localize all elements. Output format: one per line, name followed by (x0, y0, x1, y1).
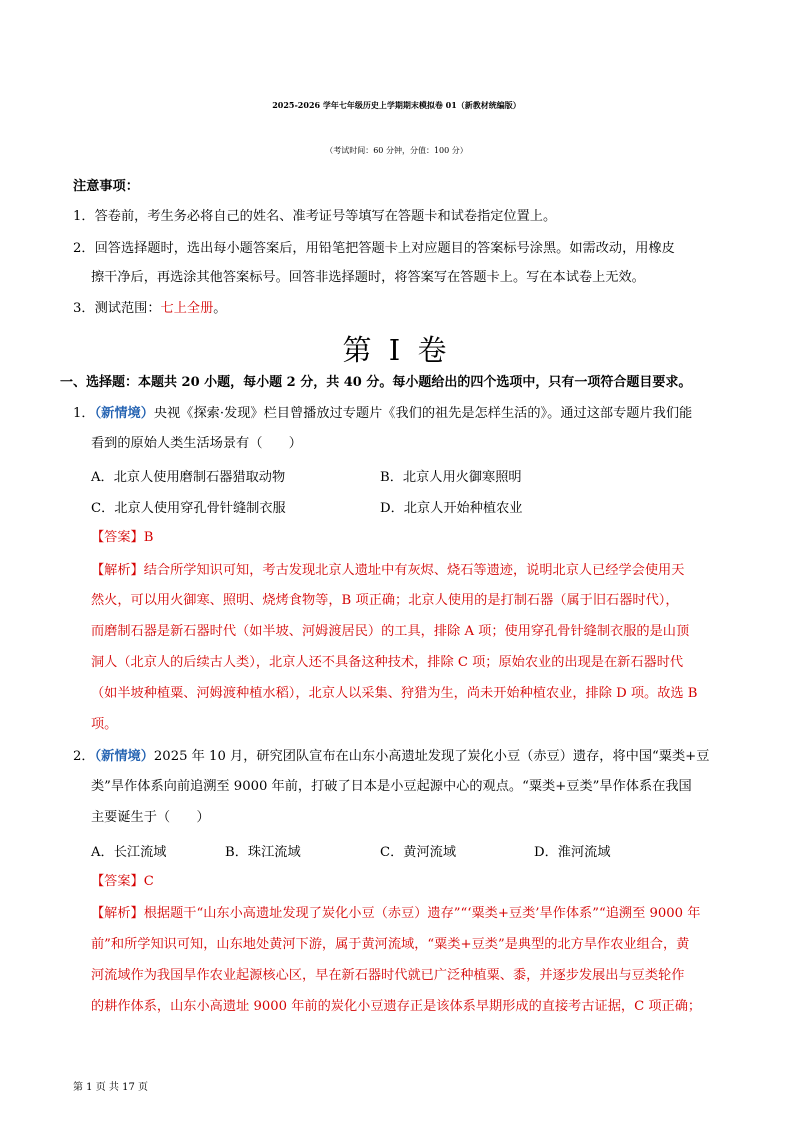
question-1-option-c[interactable]: C．北京人使用穿孔骨针缝制衣服 (91, 501, 286, 516)
notice-item-2-cont: 擦干净后，再选涂其他答案标号。回答非选择题时，将答案写在答题卡上。写在本试卷上无效。 (91, 270, 645, 285)
question-1-line-1 (73, 404, 692, 424)
question-1-stem-1: 央视《探索·发现》栏目曾播放过专题片《我们的祖先是怎样生活的》。通过这部专题片我们能 (153, 406, 693, 421)
notice-heading: 注意事项： (73, 179, 139, 194)
question-2-option-b[interactable]: B．珠江流域 (225, 845, 301, 860)
question-1-analysis-2: 然火，可以用火御寒、照明、烧烤食物等，B 项正确；北京人使用的是打制石器（属于旧石器时代）， (91, 593, 679, 608)
question-1-number: 1． (73, 406, 95, 421)
section-instruction: 一、选择题：本题共 20 小题，每小题 2 分，共 40 分。每小题给出的四个选项中，只有一项符合题目要求。 (60, 375, 692, 390)
volume-heading: 第 I 卷 (342, 333, 451, 367)
question-2-number: 2． (73, 749, 95, 764)
question-1-tag: （新情境） (94, 406, 154, 421)
question-1-analysis-4: 洞人（北京人的后续古人类），北京人还不具备这种技术，排除 C 项；原始农业的出现是在新石器时代 (91, 655, 684, 670)
notice-item-1: 1．答卷前，考生务必将自己的姓名、准考证号等填写在答题卡和试卷指定位置上。 (73, 209, 557, 224)
question-2-stem-1: 2025 年 10 月，研究团队宣布在山东小高遗址发现了炭化小豆（赤豆）遗存，将中国“粟类+豆 (153, 749, 710, 764)
question-2-analysis-2: 前”和所学知识可知，山东地处黄河下游，属于黄河流域，“粟类+豆类”是典型的北方旱作农业组合，黄 (91, 937, 690, 952)
question-2-analysis-4: 的耕作体系，山东小高遗址 9000 年前的炭化小豆遗存正是该体系早期形成的直接考古证据，C 项正确； (91, 999, 702, 1014)
question-1-analysis-label: 【解析】 (91, 563, 144, 578)
question-1-answer: 【答案】B (91, 530, 154, 545)
notice-item-3 (73, 299, 226, 319)
question-2-stem-3: 主要诞生于（ ） (91, 810, 210, 825)
question-2-analysis-1 (91, 904, 700, 924)
question-2-analysis-3: 河流域作为我国旱作农业起源核心区，早在新石器时代就已广泛种植粟、黍，并逐步发展出与豆类轮作 (91, 968, 685, 983)
scope-suffix: 。 (213, 301, 227, 316)
question-2-option-a[interactable]: A．长江流域 (91, 845, 167, 860)
question-2-stem-2: 类”旱作体系向前追溯至 9000 年前，打破了日本是小豆起源中心的观点。“粟类+豆类”旱作体系在我国 (91, 779, 692, 794)
question-1-analysis-1 (91, 561, 684, 581)
question-2-line-1 (73, 747, 709, 767)
question-1-option-d[interactable]: D．北京人开始种植农业 (380, 501, 523, 516)
question-2-analysis-text-1: 根据题干“山东小高遗址发现了炭化小豆（赤豆）遗存”“‘粟类+豆类’旱作体系”“追溯至 9000 年 (143, 906, 701, 921)
question-1-option-b[interactable]: B．北京人用火御寒照明 (380, 470, 522, 485)
question-1-analysis-5: （如半坡种植粟、河姆渡种植水稻），北京人以采集、狩猎为生，尚未开始种植农业，排除 D 项。故选 B (91, 686, 698, 701)
question-2-analysis-label: 【解析】 (91, 906, 144, 921)
question-2-answer: 【答案】C (91, 874, 154, 889)
question-2-option-c[interactable]: C．黄河流域 (380, 845, 457, 860)
question-2-tag: （新情境） (94, 749, 154, 764)
question-1-analysis-text-1: 结合所学知识可知，考古发现北京人遗址中有灰烬、烧石等遗迹，说明北京人已经学会使用天 (143, 563, 685, 578)
exam-title: 2025-2026 学年七年级历史上学期期末模拟卷 01（新教材统编版） (272, 100, 521, 110)
question-2-option-d[interactable]: D．淮河流域 (534, 845, 611, 860)
scope-prefix: 3．测试范围： (73, 301, 161, 316)
question-1-analysis-3: 而磨制石器是新石器时代（如半坡、河姆渡居民）的工具，排除 A 项；使用穿孔骨针缝制衣服的是山顶 (91, 624, 690, 639)
question-1-option-a[interactable]: A．北京人使用磨制石器猎取动物 (91, 470, 286, 485)
question-1-analysis-6: 项。 (91, 717, 118, 732)
scope-value: 七上全册 (160, 301, 214, 316)
question-1-stem-2: 看到的原始人类生活场景有（ ） (91, 436, 302, 451)
exam-info: （考试时间：60 分钟，分值：100 分） (325, 146, 468, 155)
page-footer: 第 1 页 共 17 页 (73, 1082, 148, 1093)
notice-item-2: 2．回答选择题时，选出每小题答案后，用铅笔把答题卡上对应题目的答案标号涂黑。如需改动，用橡皮 (73, 241, 675, 256)
